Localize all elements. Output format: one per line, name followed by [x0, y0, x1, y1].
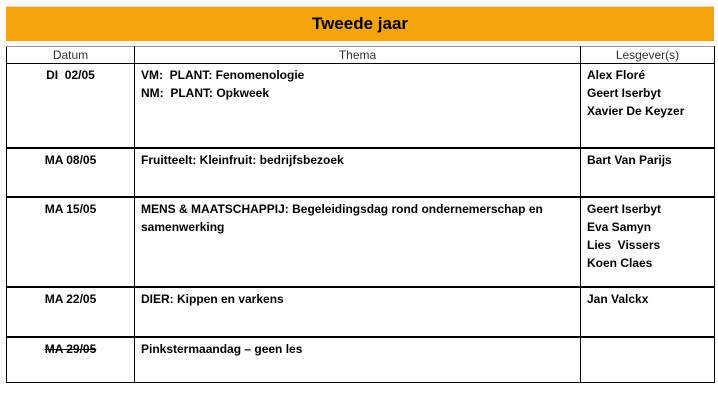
teacher-name: Bart Van Parijs	[587, 152, 672, 167]
theme-cell	[135, 287, 581, 337]
table-row	[7, 337, 715, 383]
theme-line: VM: PLANT: Fenomenologie	[141, 68, 305, 82]
schedule-table	[6, 46, 715, 383]
theme-cell	[135, 148, 581, 197]
table-header-row	[7, 47, 715, 64]
theme-line: MENS & MAATSCHAPPIJ: Begeleidingsdag rond ondernemerschap en samenwerking	[141, 201, 543, 234]
theme-cell	[135, 64, 581, 148]
theme-line: DIER: Kippen en varkens	[141, 291, 284, 306]
date-cell	[7, 148, 135, 197]
date-text: DI 02/05	[46, 68, 95, 82]
table-row	[7, 197, 715, 287]
table-row	[7, 287, 715, 337]
teacher-name: Jan Valckx	[587, 291, 649, 306]
theme-line: Fruitteelt: Kleinfruit: bedrijfsbezoek	[141, 152, 344, 167]
table-row	[7, 148, 715, 197]
date-cell	[7, 64, 135, 148]
teacher-name: Geert Iserbyt	[587, 86, 662, 100]
schedule-sheet	[6, 6, 714, 383]
theme-line: Pinkstermaandag – geen les	[141, 341, 303, 356]
date-cell	[7, 337, 135, 383]
teachers-cell	[581, 337, 715, 383]
theme-cell	[135, 197, 581, 287]
teachers-cell	[581, 148, 715, 197]
teacher-name: Eva Samyn	[587, 219, 652, 234]
teacher-name: Lies Vissers	[587, 237, 661, 252]
date-cell	[7, 197, 135, 287]
theme-cell	[135, 337, 581, 383]
page-title: Tweede jaar	[6, 6, 714, 41]
column-header-theme: Thema	[135, 47, 581, 64]
teacher-name: Xavier De Keyzer	[587, 104, 685, 118]
column-header-date: Datum	[7, 47, 135, 64]
teachers-cell	[581, 64, 715, 148]
date-text-cancelled: MA 29/05	[44, 341, 97, 356]
teacher-name: Alex Floré	[587, 68, 646, 82]
date-text: MA 22/05	[44, 291, 97, 306]
table-row	[7, 64, 715, 148]
date-cell	[7, 287, 135, 337]
teacher-name: Geert Iserbyt	[587, 201, 662, 216]
date-text: MA 08/05	[44, 152, 97, 167]
column-header-teachers: Lesgever(s)	[581, 47, 715, 64]
teacher-name: Koen Claes	[587, 255, 653, 270]
teachers-cell	[581, 197, 715, 287]
date-text: MA 15/05	[44, 201, 97, 216]
teachers-cell	[581, 287, 715, 337]
theme-line: NM: PLANT: Opkweek	[141, 86, 270, 100]
